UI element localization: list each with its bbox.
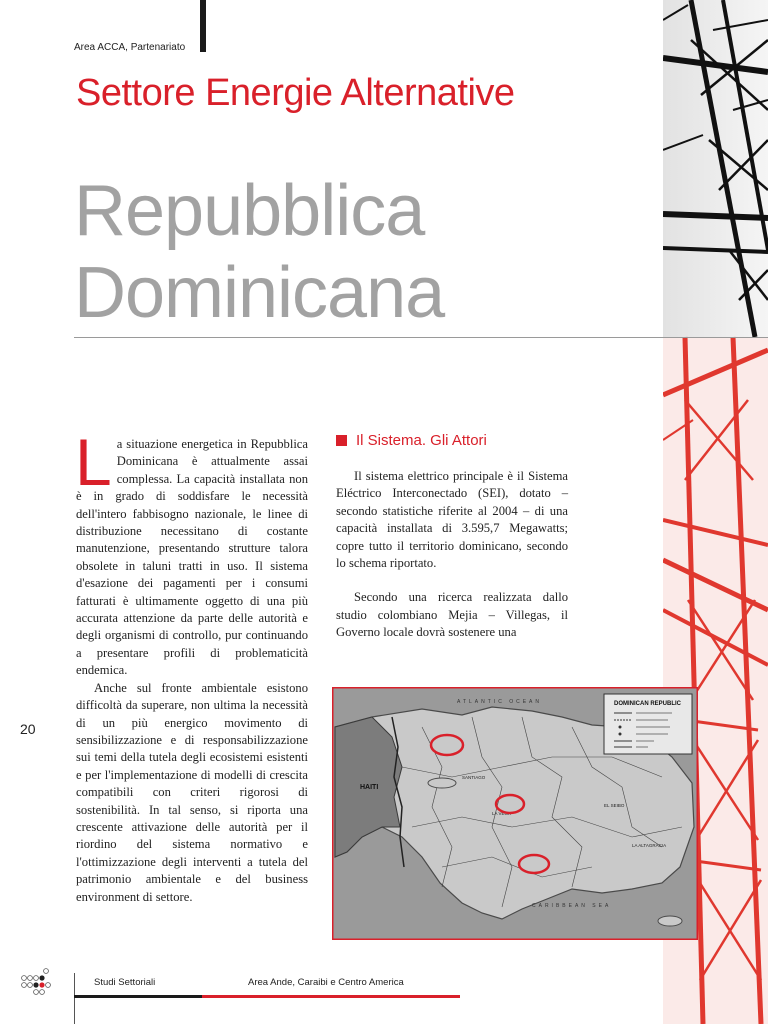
- map-label-haiti: HAITI: [360, 784, 379, 791]
- column-left: [75, 425, 308, 906]
- map-label-santiago: SANTIAGO: [462, 775, 486, 780]
- map-label-ocean: ATLANTIC OCEAN: [457, 699, 542, 705]
- footer-rule-red: [202, 995, 460, 998]
- footer-right-text: Area Ande, Caraibi e Centro America: [248, 977, 404, 988]
- column-right: [336, 468, 568, 659]
- map-label-la-vega: LA VEGA: [492, 811, 512, 816]
- page-number: 20: [20, 721, 36, 737]
- paragraph-text: a situazione energetica in Repubblica Dominicana è attualmente assai complessa. La capacità installata non è in grado di soddisfare le necessità dell'intero fabbisogno nazionale, le linee di distribuzione necessitano di costante manutenzione, presentando strutture talora obsolete in taluni tratti in uso. Il sistema d'esazione dei pagamenti per i consumi fatturati è ultimamente oggetto di una più accurata attenzione da parte delle autorità e degli organismi di controllo, pur continuando a presentare profili di problematicità endemica.: [76, 437, 308, 678]
- paragraph: Anche sul fronte ambientale esistono difficoltà da superare, non ultima la necessità di un più energico movimento di sensibilizzazione e di responsabilizzazione sui temi della tutela degli ecosistemi esistenti e per l'implementazione di modelli di crescita compatibili con criteri rigorosi di sostenibilità. In tal senso, si riporta una crescente attivazione delle autorità per il riordino del sistema normativo e l'ottimizzazione degli interventi a tutela del patrimonio ambientale e del business environment di settore.: [76, 680, 308, 904]
- page-title-line-1: Repubblica: [74, 171, 425, 251]
- map-legend-title: DOMINICAN REPUBLIC: [614, 701, 681, 707]
- page-title-line-2: Dominicana: [74, 253, 445, 333]
- footer-rule-black: [74, 995, 202, 998]
- paragraph: [75, 425, 308, 680]
- title-divider: [74, 337, 768, 338]
- header-bar: [200, 0, 206, 52]
- map-label-sea: CARIBBEAN SEA: [532, 903, 612, 909]
- footer-dots-logo: [20, 968, 56, 1000]
- subheading-text: Il Sistema. Gli Attori: [356, 432, 487, 449]
- page-title: [74, 170, 444, 334]
- red-square-icon: [336, 435, 347, 446]
- paragraph: Secondo una ricerca realizzata dallo studio colombiano Mejia – Villegas, il Governo locale dovrà sostenere una: [336, 590, 568, 640]
- drop-cap: L: [75, 425, 112, 499]
- section-title: Settore Energie Alternative: [76, 72, 515, 114]
- kicker: Area ACCA, Partenariato: [74, 42, 186, 53]
- footer-divider: [74, 973, 75, 1024]
- subheading: [336, 432, 487, 449]
- map-label-la-altagracia: LA ALTAGRACIA: [632, 843, 667, 848]
- map-label-el-seibo: EL SEIBO: [604, 803, 625, 808]
- paragraph: Il sistema elettrico principale è il Sistema Eléctrico Interconectado (SEI), dotato – secondo statistiche riferite al 2004 – di una capacità installata di 3.595,7 Megawatts; copre tutto il territorio dominicano, secondo lo schema riportato.: [336, 469, 568, 571]
- dominican-republic-map: [332, 687, 698, 940]
- footer-left-text: Studi Settoriali: [94, 977, 156, 988]
